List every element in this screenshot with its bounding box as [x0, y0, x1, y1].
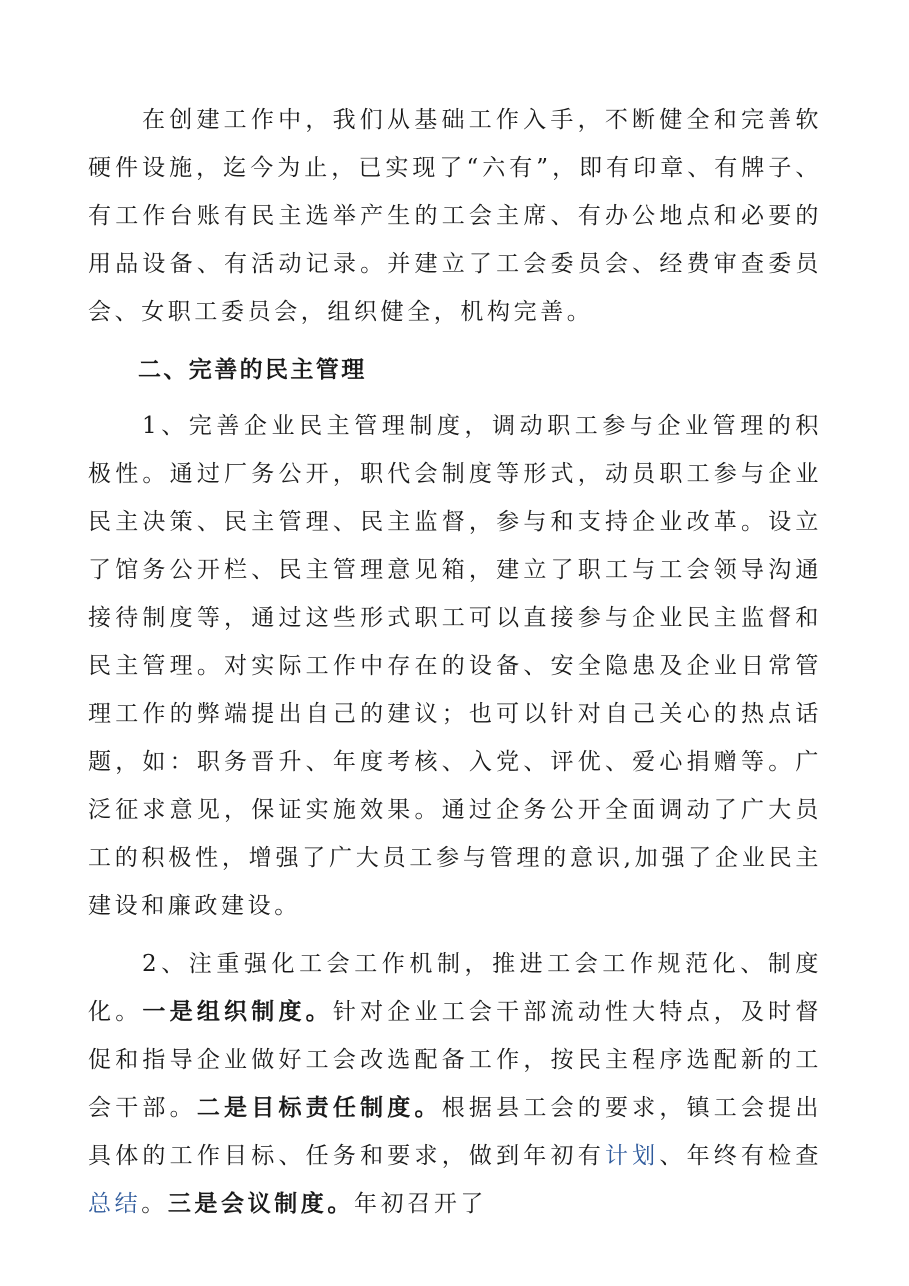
target-responsibility-label: 二是目标责任制度。: [196, 1094, 442, 1121]
summary-link[interactable]: 总结: [88, 1191, 142, 1217]
period-text: 。: [141, 1191, 168, 1217]
paragraph-union-work-mechanism: [88, 940, 822, 1228]
section-heading-democratic-management: 二、完善的民主管理: [138, 356, 367, 383]
document-page: [88, 96, 822, 1228]
meeting-system-label: 三是会议制度。: [167, 1190, 355, 1217]
year-end-check-text: 、年终有检查: [659, 1143, 822, 1169]
plan-link[interactable]: 计划: [604, 1143, 660, 1169]
target-responsibility-text: 根据县工会的要求，镇工会提出具体的工作目标、任务和要求，做到年初有: [88, 1095, 822, 1169]
meeting-system-text: 年初召开了: [354, 1191, 488, 1217]
mechanism-intro-text: 2、注重强化工会工作机制，推进工会工作规范化、制度化。: [88, 951, 822, 1025]
organization-system-label: 一是组织制度。: [142, 998, 333, 1025]
paragraph-democratic-management-system: 1、完善企业民主管理制度，调动职工参与企业管理的积极性。通过厂务公开，职代会制度等形式，动员职工参与企业民主决策、民主管理、民主监督，参与和支持企业改革。设立了馆务公开栏、民主管理意见箱，建立了职工与工会领导沟通接待制度等，通过这些形式职工可以直接参与企业民主监督和民主管理。对实际工作中存在的设备、安全隐患及企业日常管理工作的弊端提出自己的建议；也可以针对自己关心的热点话题，如：职务晋升、年度考核、入党、评优、爱心捐赠等。广泛征求意见，保证实施效果。通过企务公开全面调动了广大员工的积极性，增强了广大员工参与管理的意识,加强了企业民主建设和廉政建设。: [88, 413, 822, 919]
organization-system-text: 针对企业工会干部流动性大特点，及时督促和指导企业做好工会改选配备工作，按民主程序选配新的工会干部。: [88, 999, 822, 1121]
paragraph-infrastructure: 在创建工作中，我们从基础工作入手，不断健全和完善软硬件设施，迄今为止，已实现了“六有”，即有印章、有牌子、有工作台账有民主选举产生的工会主席、有办公地点和必要的用品设备、有活动记录。并建立了工会委员会、经费审查委员会、女职工委员会，组织健全，机构完善。: [88, 107, 822, 325]
